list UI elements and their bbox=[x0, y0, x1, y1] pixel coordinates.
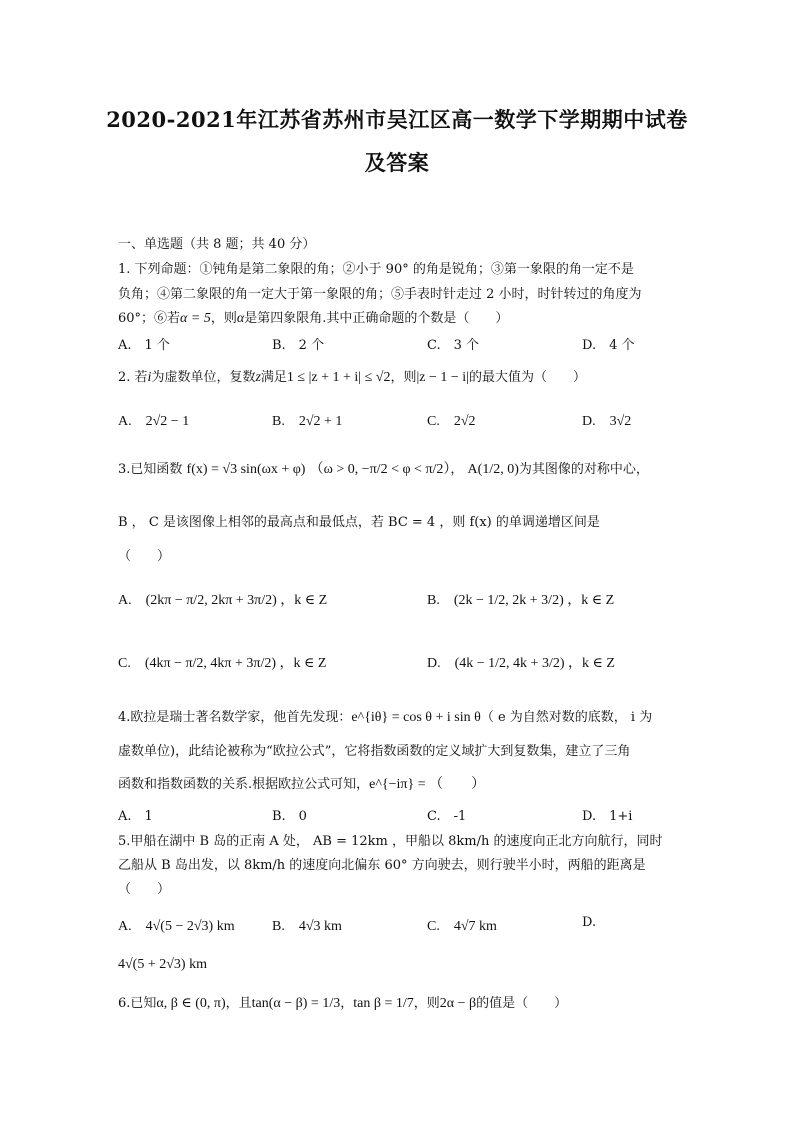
q1-line-3-text3: 是第四象限角.其中正确命题的个数是（ ） bbox=[244, 311, 509, 326]
q6-math-tan2: tan β = 1/7 bbox=[353, 996, 414, 1011]
q4-line-2: 虚数单位)，此结论被称为“欧拉公式”，它将指数函数的定义域扩大到复数集，建立了三角 bbox=[118, 744, 631, 759]
q1-line-3-text: 60°；⑥若 bbox=[118, 311, 181, 326]
q3-math-function: f(x) = √3 sin(ωx + φ) bbox=[186, 462, 306, 477]
q6-text-e: 的值是（ ） bbox=[476, 996, 568, 1011]
q3-text-b: 为其图像的对称中心， bbox=[518, 462, 649, 477]
q1-line-2: 负角；④第二象限的角一定大于第一象限的角；⑤手表时针走过 2 小时，时针转过的角度为 bbox=[118, 287, 642, 302]
q4-option-d[interactable]: D. 1+i bbox=[582, 809, 633, 824]
q2-option-c[interactable]: C. 2√2 bbox=[427, 414, 476, 429]
q3-line-1: 3.已知函数 f(x) = √3 sin(ωx + φ) （ω > 0, −π/2 < φ < π/2）， A(1/2, 0)为其图像的对称中心， bbox=[118, 462, 649, 477]
q3-option-d[interactable]: D. (4k − 1/2, 4k + 3/2) ，k ∈ Z bbox=[427, 656, 615, 671]
q3-line-2: B ， C 是该图像上相邻的最高点和最低点，若 BC = 4 ，则 f(x) 的单调递增区间是 bbox=[118, 515, 600, 530]
q6-math-tan1: tan(α − β) = 1/3 bbox=[251, 996, 341, 1011]
q4-text-b: （ e 为自然对数的底数， i 为 bbox=[480, 710, 653, 725]
page-title-line-1: 2020-2021年江苏省苏州市吴江区高一数学下学期期中试卷 bbox=[106, 107, 688, 132]
q2-option-b[interactable]: B. 2√2 + 1 bbox=[272, 414, 343, 429]
q2-math-expression: |z − 1 − i| bbox=[416, 370, 469, 385]
q5-option-a[interactable]: A. 4√(5 − 2√3) km bbox=[118, 919, 235, 934]
q2-text-e: 的最大值为（ ） bbox=[469, 370, 587, 385]
q1-line-3-text2: ，则 bbox=[210, 311, 237, 326]
q5-line-3: （ ） bbox=[118, 882, 171, 897]
q3-text-a: 3.已知函数 bbox=[118, 462, 183, 477]
q1-option-c[interactable]: C. 3 个 bbox=[427, 338, 480, 353]
q4-line-3 bbox=[118, 773, 485, 793]
q4-math-question: e^{−iπ} = （ ） bbox=[369, 777, 486, 792]
q2-option-d[interactable]: D. 3√2 bbox=[582, 414, 632, 429]
q6-text-c: ， bbox=[340, 996, 354, 1011]
q2-line-1 bbox=[118, 366, 586, 386]
page-title-line-2: 及答案 bbox=[364, 150, 430, 175]
q1-line-1: 1. 下列命题：①钝角是第二象限的角；②小于 90° 的角是锐角；③第一象限的角一定不是 bbox=[118, 262, 634, 277]
q1-option-b[interactable]: B. 2 个 bbox=[272, 338, 325, 353]
q2-text-c: 满足 bbox=[260, 370, 287, 385]
q3-line-3: （ ） bbox=[118, 549, 171, 564]
q4-option-a[interactable]: A. 1 bbox=[118, 809, 153, 824]
q6-line-1 bbox=[118, 992, 567, 1012]
section-heading: 一、单选题（共 8 题；共 40 分） bbox=[118, 237, 316, 252]
q6-text-b: ，且 bbox=[225, 996, 252, 1011]
q5-line-1: 5.甲船在湖中 B 岛的正南 A 处， AB = 12km ，甲船以 8km/h 的速度向正北方向航行，同时 bbox=[118, 834, 663, 849]
q3-option-c[interactable]: C. (4kπ − π/2, 4kπ + 3π/2) ，k ∈ Z bbox=[118, 656, 327, 671]
q6-text-d: ，则 bbox=[413, 996, 440, 1011]
q4-option-c[interactable]: C. -1 bbox=[427, 809, 467, 824]
q5-option-d-value[interactable]: 4√(5 + 2√3) km bbox=[118, 957, 207, 972]
q3-math-point-a: A(1/2, 0) bbox=[467, 462, 519, 477]
q4-math-euler: e^{iθ} = cos θ + i sin θ bbox=[351, 710, 481, 725]
q3-condition-text: ω > 0, −π/2 < φ < π/2 bbox=[323, 462, 444, 477]
q6-math-set: α, β ∈ (0, π) bbox=[156, 996, 226, 1011]
q3-option-b[interactable]: B. (2k − 1/2, 2k + 3/2) ，k ∈ Z bbox=[427, 593, 615, 608]
q2-text-b: 为虚数单位，复数 bbox=[151, 370, 256, 385]
q2-math-z: z bbox=[255, 370, 261, 385]
q4-text-a: 4.欧拉是瑞士著名数学家，他首先发现： bbox=[118, 710, 352, 725]
q4-text-c: 函数和指数函数的关系.根据欧拉公式可知， bbox=[118, 777, 370, 792]
q3-math-condition: （ω > 0, −π/2 < φ < π/2） bbox=[309, 462, 451, 477]
q4-line-1 bbox=[118, 706, 652, 726]
q5-option-d[interactable]: D. bbox=[582, 915, 597, 930]
q1-math-alpha5: α = 5 bbox=[180, 311, 211, 326]
q6-text-a: 6.已知 bbox=[118, 996, 157, 1011]
q1-option-a[interactable]: A. 1 个 bbox=[118, 338, 170, 353]
q5-option-c[interactable]: C. 4√7 km bbox=[427, 919, 497, 934]
q1-option-d[interactable]: D. 4 个 bbox=[582, 338, 635, 353]
q6-math-expression: 2α − β bbox=[439, 996, 477, 1011]
q2-text-d: ，则 bbox=[390, 370, 417, 385]
q2-text-a: 2. 若 bbox=[118, 370, 148, 385]
q1-line-3 bbox=[118, 307, 508, 327]
q2-math-condition: 1 ≤ |z + 1 + i| ≤ √2 bbox=[286, 370, 391, 385]
q2-option-a[interactable]: A. 2√2 − 1 bbox=[118, 414, 190, 429]
q5-line-2: 乙船从 B 岛出发，以 8km/h 的速度向北偏东 60° 方向驶去，则行驶半小时，两船的距离是 bbox=[118, 858, 646, 873]
q2-math-i: i bbox=[147, 370, 152, 385]
q3-option-a[interactable]: A. (2kπ − π/2, 2kπ + 3π/2) ，k ∈ Z bbox=[118, 593, 328, 608]
q5-option-b[interactable]: B. 4√3 km bbox=[272, 919, 342, 934]
q4-option-b[interactable]: B. 0 bbox=[272, 809, 307, 824]
q1-math-alpha: α bbox=[236, 311, 245, 326]
